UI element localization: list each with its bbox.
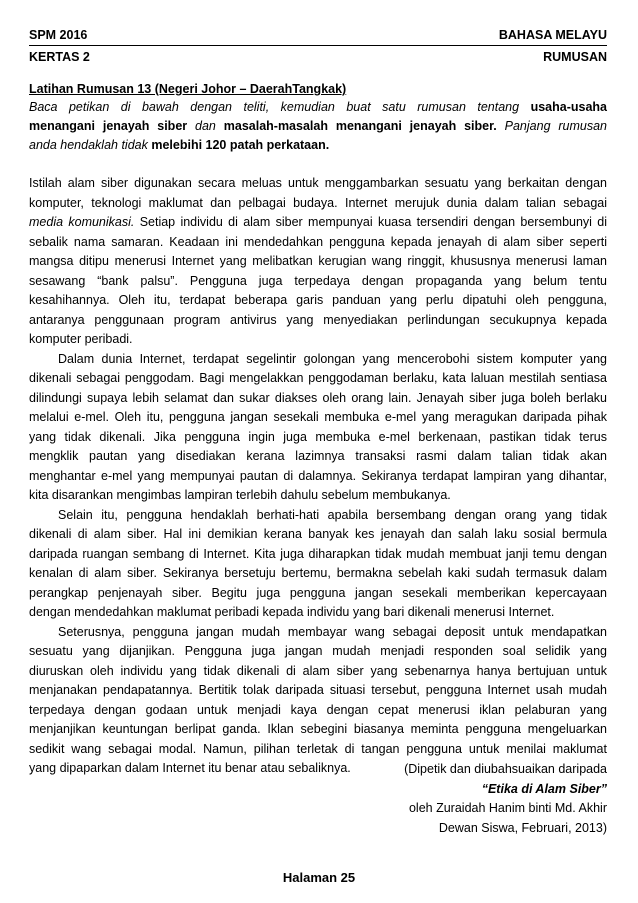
passage-line: dengan mendedahkan maklumat peribadi kepada individu yang bari dikenali menerusi Internet. [29, 605, 555, 619]
instruction-text: Baca petikan di bawah dengan teliti, kemudian buat satu rumusan tentang [29, 100, 520, 114]
passage-line: sesawang “bank palsu”. Pengguna juga terpedaya dengan propaganda yang belum tentu [29, 273, 607, 288]
citation-author: oleh Zuraidah Hanim binti Md. Akhir [408, 801, 607, 815]
passage-line: dikenali sebagai penggodam. Bagi mengelakkan penggodaman berlaku, kata laluan mestilah sentiasa [29, 371, 607, 385]
instruction-text: anda hendaklah tidak [29, 138, 148, 152]
header-divider [29, 45, 607, 46]
instruction-limit: melebihi 120 patah perkataan. [151, 138, 330, 152]
section-label: RUMUSAN [543, 50, 607, 64]
italic-term: media komunikasi. [29, 215, 135, 229]
citation-title: “Etika di Alam Siber” [481, 781, 607, 796]
passage-line: daripada ruangan sembang di Internet. Kita juga diharapkan tidak mudah membuat janji temu dengan [29, 546, 607, 561]
passage-line: diuruskan oleh individu yang tidak dikenali di alam siber yang sebenarnya hanya bertujuan untuk [29, 663, 607, 678]
passage-line: Selain itu, pengguna hendaklah berhati-hati apabila bersembang dengan orang yang tidak [58, 507, 607, 522]
passage-line [29, 215, 607, 229]
instruction-line [29, 138, 607, 152]
passage-line: menjanjikan keuntungan berlipat ganda. Iklan sebegini biasanya meminta pengguna mengeluarkan [29, 722, 607, 736]
instruction-topic: menangani jenayah siber [29, 119, 188, 133]
passage-line: Istilah alam siber digunakan secara meluas untuk menggambarkan sesuatu yang berkaitan dengan [29, 176, 607, 190]
passage-line: kita disarankan mengimbas lampiran terlebih dahulu sebelum membukanya. [29, 488, 451, 502]
passage-line: sesuatu yang dijanjikan. Pengguna juga jangan mudah menjadi responden soal selidik yang [29, 644, 607, 658]
passage-text: Setiap individu di alam siber mempunyai kuasa tersendiri dengan bersembunyi di [134, 215, 608, 229]
passage-line: terpedaya dengan godaan untuk menjadi kaya dengan cepat menerusi iklan pelaburan yang [29, 702, 607, 717]
passage-line: menghantar e-mel yang mempunyai pautan di dalamnya. Sekiranya terdapat lampiran yang dihantar, [29, 468, 607, 483]
passage-line: menjanakan pendapatannya. Bertitik tolak daripada situasi tersebut, pengguna Internet usah mudah [29, 683, 607, 697]
page-number: Halaman 25 [282, 870, 356, 885]
header-row-1 [29, 28, 607, 44]
passage-line: perangkap penjenayah siber. Begitu juga pengguna jangan sesekali memberikan kepercayaan [29, 585, 607, 600]
instruction-topic: masalah-masalah menangani jenayah siber. [223, 119, 497, 133]
passage-line: Dalam dunia Internet, terdapat segelintir golongan yang mencerobohi sistem komputer yang [58, 351, 607, 366]
passage-line: melalui e-mel. Oleh itu, pengguna jangan sesekali membuka e-mel yang meragukan daripada pihak [29, 410, 607, 424]
passage-line: yang tidak dikenali. Jika pengguna ingin juga membuka e-mel berkenaan, pastikan tidak terus [29, 429, 607, 444]
header-row-2 [29, 50, 607, 66]
passage-line: kesahihannya. Oleh itu, terdapat beberapa garis panduan yang perlu dipatuhi oleh pengguna, [29, 293, 607, 307]
passage-line: komputer, teknologi maklumat dan pelbagai budaya. Internet merujuk dunia dalam talian sebagai [29, 195, 607, 210]
subject-label: BAHASA MELAYU [498, 28, 607, 42]
passage-line: mangsa ditipu menerusi Internet yang melibatkan kerugian wang ringgit, khususnya menerusi laman [29, 254, 607, 268]
passage-line: dilindungi supaya lebih selamat dan sukar diakses oleh orang lain. Jenayah siber juga boleh berlaku [29, 390, 607, 405]
instruction-text: dan [195, 119, 216, 133]
instruction-topic: usaha-usaha [530, 100, 607, 114]
exam-label: SPM 2016 [29, 28, 88, 42]
passage-line: komputer peribadi. [29, 332, 133, 346]
instruction-line [29, 100, 607, 114]
citation-line: (Dipetik dan diubahsuaikan daripada [404, 762, 607, 776]
passage-line: sebalik nama samaran. Keadaan ini mendedahkan pengguna kepada jenayah di alam siber seperti [29, 234, 607, 249]
passage-line: sedikit wang sebagai modal. Namun, pilihan terletak di tangan pengguna untuk menilai maklumat [29, 741, 607, 756]
passage-line: dikenali di alam siber. Hal ini demikian kerana banyak kes jenayah dan salah laku sosial bermula [29, 527, 607, 541]
passage-line: kenalan di alam siber. Sekiranya bersetuju bertemu, bermakna sebelah kaki sudah termasuk dalam [29, 566, 607, 580]
passage-line: antaranya penggunaan program antivirus yang menyediakan perlindungan secukupnya kepada [29, 312, 607, 327]
citation-publication: Dewan Siswa, Februari, 2013) [438, 820, 607, 835]
passage-line: mengklik pautan yang disediakan kerana lazimnya transaksi rasmi dalam talian tidak akan [29, 449, 607, 463]
exercise-title: Latihan Rumusan 13 (Negeri Johor – DaerahTangkak) [29, 82, 347, 96]
passage-line: yang dipaparkan dalam Internet itu benar atau sebaliknya. [29, 761, 351, 775]
passage-line: Seterusnya, pengguna jangan mudah membayar wang sebagai deposit untuk mendapatkan [58, 624, 607, 639]
instruction-line [29, 119, 607, 133]
paper-label: KERTAS 2 [29, 50, 90, 64]
source-citation [404, 760, 607, 838]
instruction-text: Panjang rumusan [504, 119, 608, 133]
